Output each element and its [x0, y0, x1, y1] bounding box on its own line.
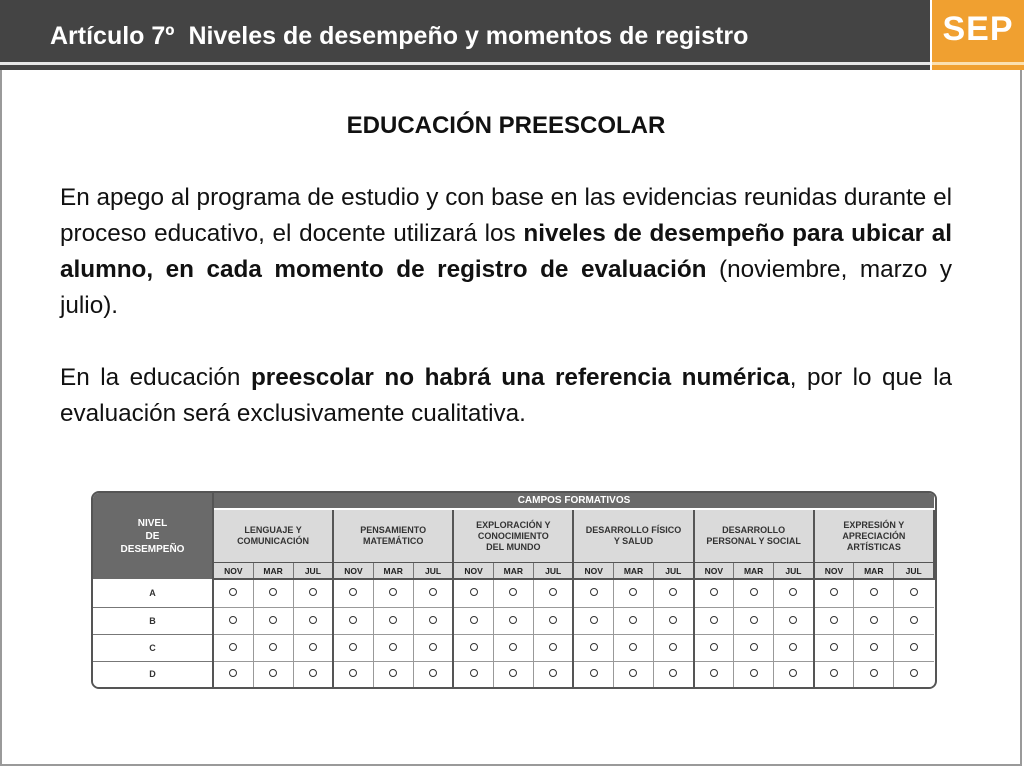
- circle-icon: [549, 669, 557, 677]
- circle-icon: [269, 643, 277, 651]
- table.corner_label-line: DE: [145, 530, 160, 542]
- grade-cell[interactable]: [453, 661, 493, 687]
- grade-cell[interactable]: [694, 607, 734, 634]
- paragraph-2: [60, 360, 952, 432]
- circle-icon: [509, 669, 517, 677]
- grade-cell[interactable]: [333, 661, 373, 687]
- month-header: MAR: [253, 563, 293, 580]
- grade-cell[interactable]: [293, 634, 333, 661]
- campo-header: [213, 509, 333, 563]
- grade-cell[interactable]: [493, 661, 533, 687]
- circle-icon: [389, 588, 397, 596]
- grade-cell[interactable]: [774, 607, 814, 634]
- grade-cell[interactable]: [894, 634, 934, 661]
- circle-icon: [789, 616, 797, 624]
- circle-icon: [229, 643, 237, 651]
- month-header: NOV: [694, 563, 734, 580]
- circle-icon: [710, 669, 718, 677]
- circle-icon: [509, 588, 517, 596]
- month-header: JUL: [533, 563, 573, 580]
- campo-header: [573, 509, 693, 563]
- circle-icon: [590, 588, 598, 596]
- paragraph-2-bold: preescolar no habrá una referencia numérica: [250, 364, 790, 391]
- level-label: C: [93, 634, 213, 661]
- grade-cell[interactable]: [213, 607, 253, 634]
- grade-cell[interactable]: [854, 634, 894, 661]
- table.campos.3-line: Y SALUD: [613, 536, 654, 546]
- circle-icon: [830, 588, 838, 596]
- grade-cell[interactable]: [293, 579, 333, 607]
- month-header: JUL: [293, 563, 333, 580]
- grade-cell[interactable]: [894, 661, 934, 687]
- circle-icon: [509, 616, 517, 624]
- grade-cell[interactable]: [373, 661, 413, 687]
- table-row: [93, 634, 934, 661]
- month-header: JUL: [654, 563, 694, 580]
- grade-cell[interactable]: [213, 661, 253, 687]
- circle-icon: [229, 669, 237, 677]
- level-label: B: [93, 607, 213, 634]
- grade-cell[interactable]: [613, 579, 653, 607]
- grade-cell[interactable]: [373, 579, 413, 607]
- grade-cell[interactable]: [213, 634, 253, 661]
- circle-icon: [750, 643, 758, 651]
- section-title: EDUCACIÓN PREESCOLAR: [346, 112, 666, 139]
- circle-icon: [389, 616, 397, 624]
- circle-icon: [629, 643, 637, 651]
- circle-icon: [750, 588, 758, 596]
- grade-cell[interactable]: [493, 634, 533, 661]
- paragraph-1-text-a: En apego al programa de estudio y con base en las evidencias reunidas durante el proceso educativo, el docente utilizará los: [60, 184, 952, 247]
- grade-cell[interactable]: [493, 607, 533, 634]
- paragraph-1-bold: niveles de desempeño para ubicar al alumno, en cada momento de registro de evaluación: [60, 220, 952, 283]
- table.campos.2-line: EXPLORACIÓN Y: [476, 519, 551, 530]
- table.campos.0-line: LENGUAJE Y: [244, 525, 302, 535]
- circle-icon: [629, 616, 637, 624]
- circle-icon: [549, 616, 557, 624]
- sep-logo: [932, 0, 1024, 70]
- month-header: JUL: [894, 563, 934, 580]
- circle-icon: [309, 616, 317, 624]
- circle-icon: [870, 669, 878, 677]
- circle-icon: [549, 643, 557, 651]
- grade-cell[interactable]: [333, 607, 373, 634]
- circle-icon: [910, 616, 918, 624]
- month-header: MAR: [373, 563, 413, 580]
- circle-icon: [870, 643, 878, 651]
- grade-cell[interactable]: [774, 661, 814, 687]
- grade-cell[interactable]: [573, 661, 613, 687]
- paragraph-1: [60, 180, 952, 324]
- circle-icon: [309, 669, 317, 677]
- month-header: JUL: [413, 563, 453, 580]
- grade-cell[interactable]: [613, 634, 653, 661]
- grade-cell[interactable]: [734, 661, 774, 687]
- grade-cell[interactable]: [533, 607, 573, 634]
- circle-icon: [669, 669, 677, 677]
- circle-icon: [830, 669, 838, 677]
- grade-cell[interactable]: [613, 661, 653, 687]
- month-header: MAR: [493, 563, 533, 580]
- month-header: MAR: [613, 563, 653, 580]
- level-label: D: [93, 661, 213, 687]
- month-header: MAR: [854, 563, 894, 580]
- grade-cell[interactable]: [533, 579, 573, 607]
- circle-icon: [870, 616, 878, 624]
- month-header: NOV: [213, 563, 253, 580]
- circle-icon: [590, 643, 598, 651]
- circle-icon: [910, 588, 918, 596]
- circle-icon: [669, 616, 677, 624]
- campo-header: [694, 509, 814, 563]
- paragraph-1-text-b: (noviembre, marzo y julio).: [60, 256, 952, 319]
- campo-header: [333, 509, 453, 563]
- campo-header: [453, 509, 573, 563]
- grade-cell[interactable]: [453, 579, 493, 607]
- grade-cell[interactable]: [654, 579, 694, 607]
- level-label: A: [93, 579, 213, 607]
- circle-icon: [429, 588, 437, 596]
- table.campos.4-line: PERSONAL Y SOCIAL: [706, 536, 801, 546]
- table.campos.3-line: DESARROLLO FÍSICO: [585, 525, 682, 535]
- circle-icon: [389, 643, 397, 651]
- month-header: NOV: [333, 563, 373, 580]
- campo-header: [814, 509, 934, 563]
- table-row: [93, 607, 934, 634]
- circle-icon: [349, 643, 357, 651]
- circle-icon: [590, 669, 598, 677]
- grade-cell[interactable]: [694, 634, 734, 661]
- grade-cell[interactable]: [694, 661, 734, 687]
- grade-cell[interactable]: [413, 634, 453, 661]
- nivel-desempeno-header: [93, 493, 213, 579]
- grade-cell[interactable]: [573, 607, 613, 634]
- grade-cell[interactable]: [413, 607, 453, 634]
- circle-icon: [789, 643, 797, 651]
- grade-cell[interactable]: [654, 661, 694, 687]
- circle-icon: [309, 588, 317, 596]
- grade-cell[interactable]: [253, 661, 293, 687]
- circle-icon: [269, 588, 277, 596]
- circle-icon: [470, 588, 478, 596]
- table.campos.5-line: ARTÍSTICAS: [846, 541, 901, 552]
- grade-cell[interactable]: [253, 634, 293, 661]
- logo-stripe: [932, 62, 1024, 65]
- table.corner_label-line: DESEMPEÑO: [120, 543, 185, 555]
- circle-icon: [470, 616, 478, 624]
- grade-cell[interactable]: [654, 607, 694, 634]
- circle-icon: [629, 669, 637, 677]
- circle-icon: [429, 643, 437, 651]
- circle-icon: [549, 588, 557, 596]
- header-divider: [0, 62, 930, 65]
- table.campos.2-line: DEL MUNDO: [486, 541, 541, 552]
- logo-text: SEP: [942, 10, 1014, 48]
- grade-cell[interactable]: [533, 661, 573, 687]
- grade-cell[interactable]: [493, 579, 533, 607]
- circle-icon: [269, 669, 277, 677]
- table.campos.0-line: COMUNICACIÓN: [237, 536, 310, 546]
- circle-icon: [830, 616, 838, 624]
- grade-cell[interactable]: [333, 579, 373, 607]
- grade-cell[interactable]: [253, 579, 293, 607]
- circle-icon: [470, 669, 478, 677]
- circle-icon: [750, 669, 758, 677]
- grade-cell[interactable]: [613, 607, 653, 634]
- grade-cell[interactable]: [774, 579, 814, 607]
- grade-cell[interactable]: [533, 634, 573, 661]
- evaluation-grid: [93, 493, 935, 687]
- circle-icon: [870, 588, 878, 596]
- circle-icon: [349, 669, 357, 677]
- grade-cell[interactable]: [734, 607, 774, 634]
- grade-cell[interactable]: [734, 634, 774, 661]
- table.campos.4-line: DESARROLLO: [722, 525, 786, 535]
- table-row: [93, 661, 934, 687]
- campos-formativos-header: CAMPOS FORMATIVOS: [213, 493, 934, 509]
- grade-cell[interactable]: [694, 579, 734, 607]
- grade-cell[interactable]: [413, 661, 453, 687]
- table-row: [93, 579, 934, 607]
- grade-cell[interactable]: [373, 607, 413, 634]
- grade-cell[interactable]: [373, 634, 413, 661]
- circle-icon: [269, 616, 277, 624]
- table.campos.5-line: EXPRESIÓN Y: [843, 519, 905, 530]
- table.campos.1-line: MATEMÁTICO: [363, 536, 424, 546]
- grade-cell[interactable]: [814, 661, 854, 687]
- circle-icon: [750, 616, 758, 624]
- grade-cell[interactable]: [774, 634, 814, 661]
- circle-icon: [669, 588, 677, 596]
- grade-cell[interactable]: [854, 661, 894, 687]
- grade-cell[interactable]: [814, 607, 854, 634]
- circle-icon: [389, 669, 397, 677]
- grade-cell[interactable]: [413, 579, 453, 607]
- circle-icon: [590, 616, 598, 624]
- circle-icon: [710, 616, 718, 624]
- circle-icon: [309, 643, 317, 651]
- grade-cell[interactable]: [253, 607, 293, 634]
- circle-icon: [509, 643, 517, 651]
- circle-icon: [910, 669, 918, 677]
- grade-cell[interactable]: [814, 634, 854, 661]
- grade-cell[interactable]: [333, 634, 373, 661]
- page-title: [50, 22, 748, 51]
- month-header: JUL: [774, 563, 814, 580]
- evaluation-table: [91, 491, 937, 689]
- grade-cell[interactable]: [293, 661, 333, 687]
- month-header: NOV: [573, 563, 613, 580]
- grade-cell[interactable]: [894, 607, 934, 634]
- table.corner_label-line: NIVEL: [137, 517, 168, 529]
- circle-icon: [910, 643, 918, 651]
- grade-cell[interactable]: [573, 634, 613, 661]
- grade-cell[interactable]: [453, 607, 493, 634]
- circle-icon: [349, 616, 357, 624]
- paragraph-2-text-a: En la educación: [60, 364, 251, 391]
- grade-cell[interactable]: [814, 579, 854, 607]
- table.campos.5-line: APRECIACIÓN: [842, 530, 906, 541]
- month-header: MAR: [734, 563, 774, 580]
- circle-icon: [789, 669, 797, 677]
- grade-cell[interactable]: [854, 607, 894, 634]
- grade-cell[interactable]: [654, 634, 694, 661]
- paragraph-2-text-b: , por lo que la evaluación será exclusivamente cualitativa.: [60, 364, 952, 427]
- month-header: NOV: [453, 563, 493, 580]
- circle-icon: [229, 588, 237, 596]
- grade-cell[interactable]: [894, 579, 934, 607]
- month-header: NOV: [814, 563, 854, 580]
- grade-cell[interactable]: [453, 634, 493, 661]
- article-label: Artículo 7º: [50, 22, 175, 50]
- grade-cell[interactable]: [734, 579, 774, 607]
- circle-icon: [710, 588, 718, 596]
- circle-icon: [830, 643, 838, 651]
- circle-icon: [789, 588, 797, 596]
- grade-cell[interactable]: [573, 579, 613, 607]
- circle-icon: [629, 588, 637, 596]
- circle-icon: [429, 669, 437, 677]
- circle-icon: [349, 588, 357, 596]
- circle-icon: [429, 616, 437, 624]
- grade-cell[interactable]: [293, 607, 333, 634]
- circle-icon: [710, 643, 718, 651]
- table.campos.2-line: CONOCIMIENTO: [477, 530, 549, 541]
- grade-cell[interactable]: [854, 579, 894, 607]
- circle-icon: [229, 616, 237, 624]
- circle-icon: [669, 643, 677, 651]
- circle-icon: [470, 643, 478, 651]
- grade-cell[interactable]: [213, 579, 253, 607]
- table.campos.1-line: PENSAMIENTO: [360, 525, 427, 535]
- title-text: Niveles de desempeño y momentos de registro: [188, 22, 749, 50]
